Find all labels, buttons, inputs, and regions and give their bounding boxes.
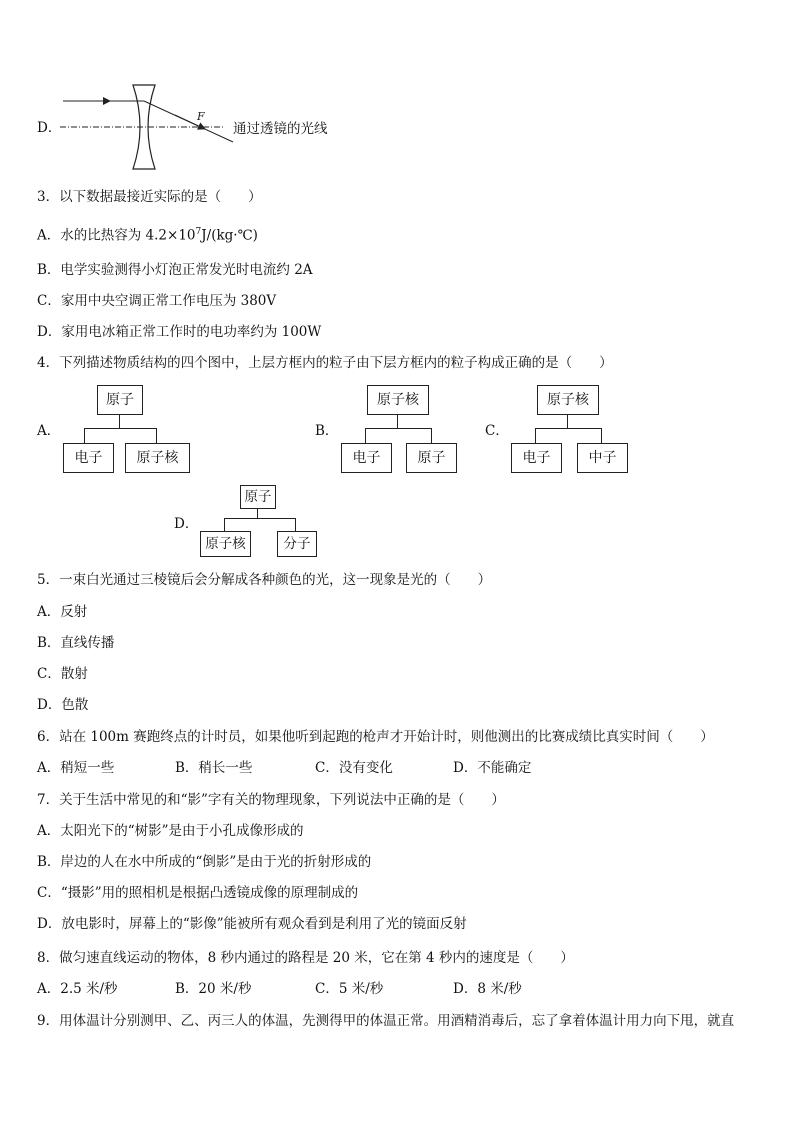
q4-d-top-box: 原子 <box>240 485 276 509</box>
q4-a-label: A． <box>37 423 61 439</box>
q3-stem: 3．以下数据最接近实际的是（ ） <box>37 189 262 205</box>
q7-option-d: D．放电影时，屏幕上的“影像”能被所有观众看到是利用了光的镜面反射 <box>37 916 467 932</box>
q8-option-a: A．2.5 米/秒 <box>37 981 118 997</box>
q4-d-label: D． <box>174 516 199 532</box>
q3-option-a: A．水的比热容为 $4.2\times 10^7J/(kg\cdot℃)$ <box>37 227 258 244</box>
q4-a-top-box: 原子 <box>97 385 143 415</box>
q8-option-c: C．5 米/秒 <box>315 981 384 997</box>
q6-option-d: D．不能确定 <box>453 760 532 776</box>
q6-stem: 6．站在 100m 赛跑终点的计时员，如果他听到起跑的枪声才开始计时，则他测出的比赛成绩比真实时间（ ） <box>37 729 714 745</box>
q5-option-d: D．色散 <box>37 697 89 713</box>
q8-option-d: D．8 米/秒 <box>453 981 522 997</box>
q4-d-left-box: 原子核 <box>200 531 251 557</box>
q4-b-label: B． <box>315 423 339 439</box>
q5-option-a: A．反射 <box>37 604 88 620</box>
q2-option-d-caption: 通过透镜的光线 <box>233 121 328 137</box>
q3-option-d: D．家用电冰箱正常工作时的电功率约为 100W <box>37 324 322 340</box>
q4-b-left-box: 电子 <box>341 443 392 473</box>
q8-option-b: B．20 米/秒 <box>175 981 252 997</box>
q4-a-right-box: 原子核 <box>125 443 190 473</box>
focus-label: F <box>197 110 205 123</box>
q6-option-b: B．稍长一些 <box>175 760 253 776</box>
q5-stem: 5．一束白光通过三棱镜后会分解成各种颜色的光，这一现象是光的（ ） <box>37 572 492 588</box>
q4-b-top-box: 原子核 <box>367 385 429 415</box>
q4-c-right-box: 中子 <box>577 443 628 473</box>
q5-option-b: B．直线传播 <box>37 635 115 651</box>
q4-c-top-box: 原子核 <box>537 385 599 415</box>
q3-option-b: B．电学实验测得小灯泡正常发光时电流约 2A <box>37 262 313 278</box>
q4-a-left-box: 电子 <box>63 443 114 473</box>
q6-option-a: A．稍短一些 <box>37 760 115 776</box>
q7-option-a: A．太阳光下的“树影”是由于小孔成像形成的 <box>37 823 304 839</box>
q7-stem: 7．关于生活中常见的和“影”字有关的物理现象，下列说法中正确的是（ ） <box>37 792 505 808</box>
q4-b-right-box: 原子 <box>406 443 457 473</box>
q6-option-c: C．没有变化 <box>315 760 393 776</box>
q3-option-c: C．家用中央空调正常工作电压为 380V <box>37 293 277 309</box>
q9-stem: 9．用体温计分别测甲、乙、丙三人的体温，先测得甲的体温正常。用酒精消毒后，忘了拿着体温计用力向下甩，就直 <box>37 1013 735 1029</box>
q7-option-c: C．“摄影”用的照相机是根据凸透镜成像的原理制成的 <box>37 885 359 901</box>
q8-stem: 8．做匀速直线运动的物体，8 秒内通过的路程是 20 米，它在第 4 秒内的速度是（ ） <box>37 950 574 966</box>
q4-d-right-box: 分子 <box>277 531 317 557</box>
q4-stem: 4．下列描述物质结构的四个图中，上层方框内的粒子由下层方框内的粒子构成正确的是（ ） <box>37 355 613 371</box>
q7-option-b: B．岸边的人在水中所成的“倒影”是由于光的折射形成的 <box>37 854 372 870</box>
q2-option-d-label: D． <box>37 120 62 136</box>
q5-option-c: C．散射 <box>37 666 88 682</box>
q4-c-left-box: 电子 <box>511 443 562 473</box>
q4-c-label: C． <box>485 423 509 439</box>
